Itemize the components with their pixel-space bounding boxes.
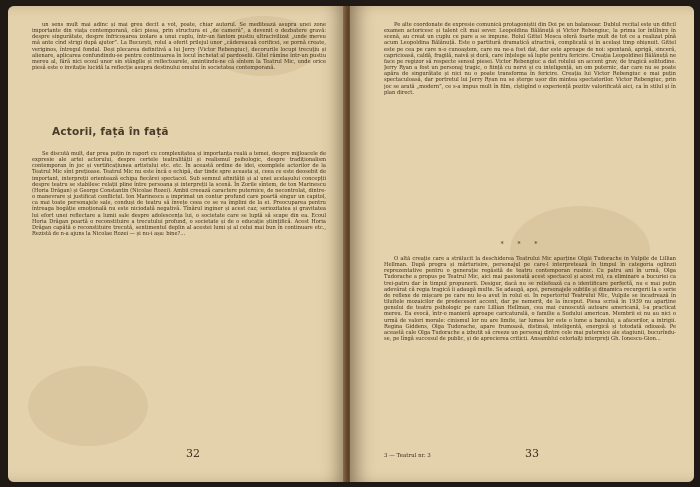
body-paragraph: Se discută mult, dar prea puțin în raport cu complexitatea și importanța reală a temei, despre mijloacele de expresie ale artei actorului, despre certele teatralității și realismul psihologic, despre tradiționalism contemporan în joc și vertificațiunea artistului etc. etc. În această ordine de idei, exemplele actorilor de la Teatrul Mic sînt prețioase. Teatrul Mic nu este încă o echipă, dar tinde spre aceasta și, ceea ce este deosebit de important, interpreții orientează echipa fiecărei spectacol. Sub semnul afinității și al unei acelașului concepții despre teatru se stabilesc relații pline între persoana și interpreții la scenă. În Zorile sîntem, de ton Marinescu (Horia Drăgan) și George Constantin (Nicolae Rozei). Ambii creează caractere puternice, de necontrolat, dintre-o manevrare și justificat conflictul. Ion Marinescu a imprimat un contur profund care poartă singur un capitol, ca mai toate personajele sale, conduși de teatru să învețe ceea ce se va împlini de la ei. Preocuparea pentru întreaga bogăție emoțională nu este niciodată negativă. Tînărul inginer și acest caz; seriozitatea și gravitatea lui efort unei reflectare a lumii sale despre adolescența lui, o societate care se luptă să scape din ea. Ecoul Horia Drăgan poartă o reconstituire a trecutului profund, o societate și de o educație științifică. Acest Horia Drăgan capătă o reconstituire trecută, sentimentul deplin al acestei lumi și al celui mai bun în continuare etc., Rezistă de n-a ajuns la Nicolae Rozei — și nu-i așa: bine?... (32, 151, 326, 238)
body-text-block (32, 151, 326, 431)
page-number-left: 32 (186, 447, 200, 460)
top-paragraph: Pe alte coordonate de expresie comunică protagoniștii din Doi pe un balansoar. Dublul recital este un dificil examen actoricesc și talent cît mai sever. Leopoldina Bălănuță și Victor Rebengiuc, la prima lor întîlnire în scenă, au creat un cuplu ce pare a se impune. Rolul Gittel Mosca oferă foarte mult de tot ce a realizat pînă acum Leopoldina Bălănuță. Este o partitură dramatică atractivă, complicată și în același timp obișnuit. Gittel este pe cea pe care n-o cunoaștem, care nu ne-a fost dat, dar este aproape de noi: spontană, aprigă, sinceră, capricioasă, caldă, fragilă, naivă și dură, care înțelege să lupte pentru fericire. Creația Leopoldinei Bălănuță ne face pe regizor să respecte sensul piesei. Victor Rebengiuc a dat rolului un accent grav, de tragică solitudine. Jerry Ryan a fost un personaj tragic, o ființă cu nervi și cu inteligență, un om puternic, dar care nu se poate apăra de singurătate și nici nu o poate transforma în fericire. Creația lui Victor Rebengiuc e mai puțin spectaculoasă, dar portretul lui Jerry Ryan nu se șterge ușor din mintea spectatorilor. Victor Rebengiuc, prin joc se arată „modern”, ce s-a impus mult în film, cîștigînd o experiență pozitiv valorificată aici, ca în stilul și în plan direct. (384, 22, 676, 96)
right-page (350, 6, 694, 482)
section-separator: * * * (500, 241, 544, 248)
page-number-right: 33 (525, 447, 539, 460)
intro-text-block (32, 22, 326, 122)
top-text-block (384, 22, 676, 238)
left-page (8, 6, 346, 482)
bottom-text-block (384, 256, 676, 436)
footer-note: 3 — Teatrul nr. 3 (384, 453, 431, 459)
bottom-paragraph: O altă creație care a strălucit la deschiderea Teatrului Mic aparține Olgăi Tudorache în Vulpile de Lillian Hellman. După progra și mărturisire, personajul pe care-l interpretează în timpul în categoria oglinzii reprezentative pentru o generație regăsită de teatru contemporan rusinic. Cu patru ani în urmă, Olga Tudorache a propus pe Teatrul Mic, aici mai pasionată acest spectacol și acest rol, ca eliminare a bucuriei ca trei-patru dar în timpul propunerii. Desigur, dacă nu se reliefează ca o identificare perfectă, nu e mai puțin adevărat că regia tragică îi adaugă multe. Se adaugă, apoi, personajele subtile și dinamica recurgerii la o serie de reflexe de mișcare pe care nu le-a avut în rolul ei. În repertoriul Teatrului Mic, Vulpile se încadrează în tiluitele mozaicilor de predecesori accent, dar pe nemerit, de la început. Piesa scrisă în 1939 nu aparține genului de teatru psihologic pe care Lillian Hellman, cea mai cunoscută autoare americană, l-a practicat mereu. Ea evocă, într-o manieră aproape caricaturală, o familie a Sudului american. Membrii ei nu au nici o urmă de valori morale: cinismul lor nu are limite, iar lumea lor este o lume a banului, a afacerilor, a intrigii. Regina Giddens, Olga Tudorache, apare frumoasă, distinsă, inteligentă, energică și totodată odioasă. Pe această cale Olga Tudorache a izbutit să creeze un personaj dintre cele mai puternice ale stagiunii, bucurîndu-se, pe lîngă succesul de public, și de aprecierea criticii. Ansamblul celorlalți interpreți Gh. Ionescu-Gion... (384, 256, 676, 343)
intro-paragraph: un sens mult mai adînc și mai greu decît a vot, poate, chiar autorul. Se meditează asupra unei zone importante din viața contemporană, căci piesa, prin structura ei „de camerǎ”, a devenit o dezbatere gravă: despre singurătate, despre înfricoșarea izolare a unui cuplu, într-un fantom pustiu ultracivilizat „unde mereu mă ante cînd strigi după ajutor”. La Bucurști, rolul a oferit prilejul unor „cădereacaă corificei, se pornă create, veriginos, întregul fondal. Deși plecarea definitivă a lui Jerry (Victor Rebengiuc), decorurile locupi trecuțiu și alienare, aplicarea confundindu-se pentru continuarea în locul încheiat al pardoselii. Gîtel rămîne într-un pustiu mereu al, fără nici ecoul unor sin stânglie și reflectoarele, amintindu-ne că sîntem la Teatrul Mic, unde orice piesă este o invitație lucidă la reflecție asupra destinului omului în societatea contemporană. (32, 22, 326, 72)
section-heading: Actorii, față în față (52, 126, 169, 138)
